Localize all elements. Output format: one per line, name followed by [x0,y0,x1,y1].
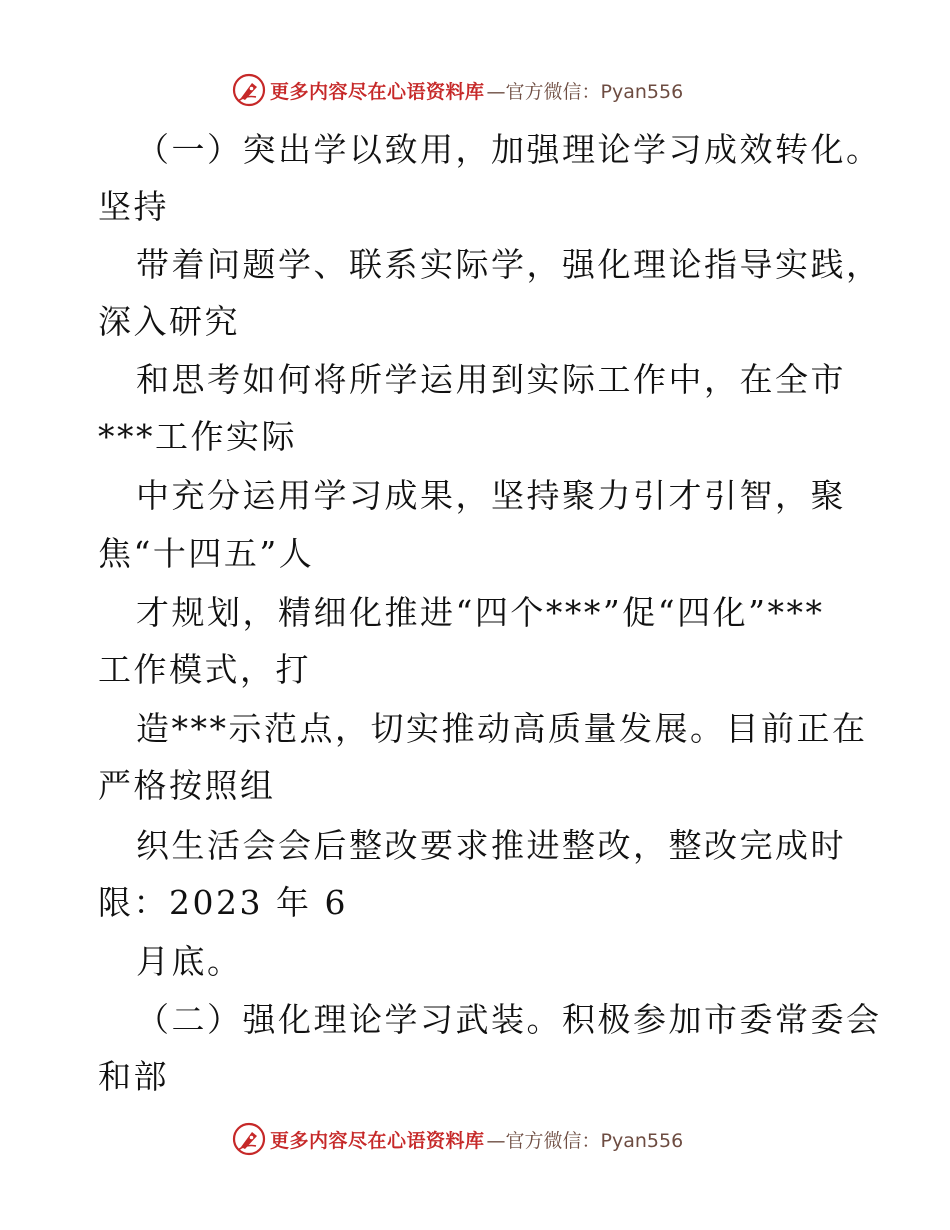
text-line: 织生活会会后整改要求推进整改，整改完成时 [136,826,846,865]
text-line: 工作模式，打 [98,650,311,689]
text-line: 造***示范点，切实推动高质量发展。目前正在 [136,709,868,748]
text-line: 才规划，精细化推进“四个***”促“四化”*** [136,593,825,632]
text-line: 中充分运用学习成果，坚持聚力引才引智，聚 [136,476,846,515]
footer-banner [232,1121,683,1157]
text-line: 和思考如何将所学运用到实际工作中，在全市 [136,360,846,399]
banner-wechat-text: —官方微信：Pyan556 [486,80,684,103]
pen-nib-logo-icon [232,1122,266,1156]
banner-wechat-text: —官方微信：Pyan556 [486,1129,684,1152]
text-line: 严格按照组 [98,766,276,805]
text-line: ***工作实际 [98,417,297,456]
text-line: 限：2023 年 6 [98,883,348,922]
text-line: 坚持 [98,187,169,226]
pen-nib-logo-icon [232,73,266,107]
text-line: （二）强化理论学习武装。积极参加市委常委会 [136,1000,882,1039]
text-line: 深入研究 [98,302,240,341]
text-line: 焦“十四五”人 [98,534,315,573]
header-banner [232,72,683,108]
text-line: 和部 [98,1057,169,1096]
text-line: 带着问题学、联系实际学，强化理论指导实践， [136,245,882,284]
text-line: （一）突出学以致用，加强理论学习成效转化。 [136,130,882,169]
text-line: 月底。 [136,942,243,981]
banner-main-text: 更多内容尽在心语资料库 [270,80,485,103]
banner-main-text: 更多内容尽在心语资料库 [270,1129,485,1152]
